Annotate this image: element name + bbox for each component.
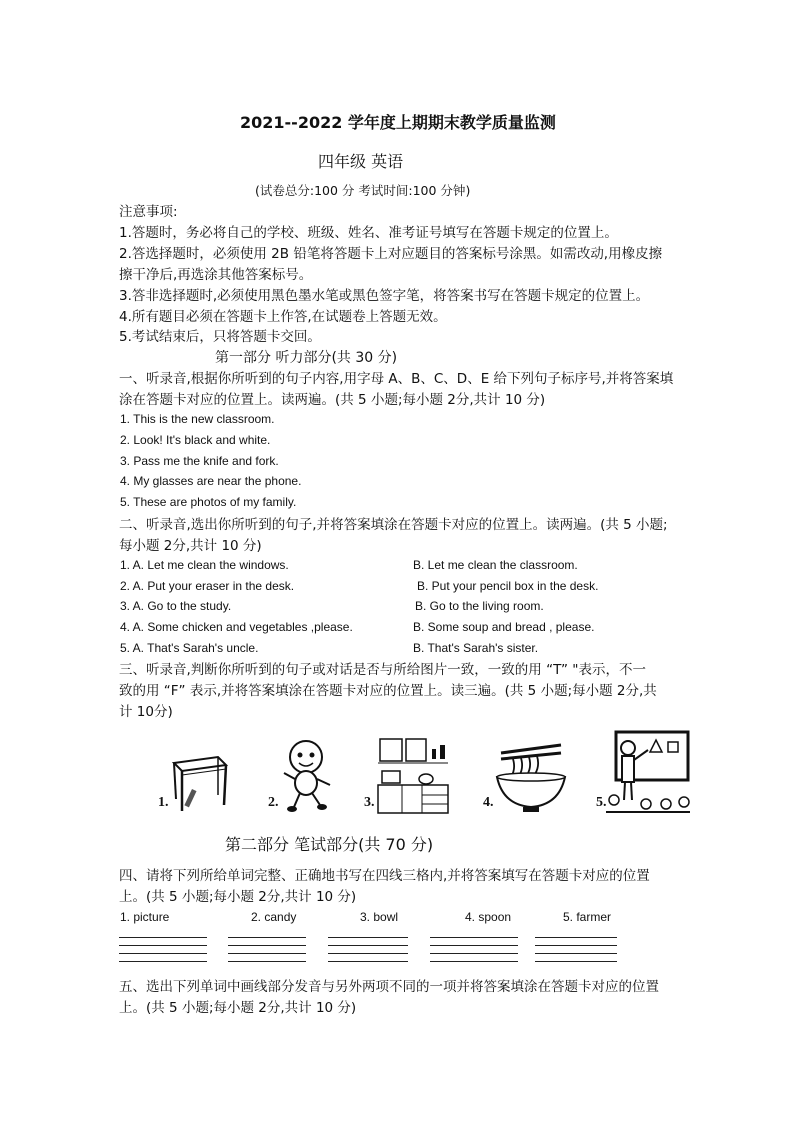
part2-title: 第二部分 笔试部分(共 70 分) bbox=[225, 835, 434, 854]
exam-title: 2021--2022 学年度上期期末教学质量监测 bbox=[240, 113, 556, 132]
s5-instruction: 上。(共 5 小题;每小题 2分,共计 10 分) bbox=[119, 1000, 357, 1016]
picture-number: 1. bbox=[158, 795, 169, 810]
s2-option-b: B. Put your pencil box in the desk. bbox=[417, 579, 599, 593]
s2-option-a: 3. A. Go to the study. bbox=[120, 599, 232, 613]
notice-heading: 注意事项: bbox=[119, 204, 178, 220]
picture-number: 4. bbox=[483, 795, 494, 810]
notice-item: 5.考试结束后，只将答题卡交回。 bbox=[119, 329, 321, 345]
s4-instruction: 四、请将下列所给单词完整、正确地书写在四线三格内,并将答案填写在答题卡对应的位置 bbox=[119, 868, 650, 884]
word-item: 1. picture bbox=[120, 910, 170, 924]
s2-option-a: 2. A. Put your eraser in the desk. bbox=[120, 579, 295, 593]
part1-title: 第一部分 听力部分(共 30 分) bbox=[215, 350, 398, 366]
notice-item: 擦干净后,再选涂其他答案标号。 bbox=[119, 267, 313, 283]
s2-option-a: 1. A. Let me clean the windows. bbox=[120, 558, 289, 572]
table-icon bbox=[168, 735, 228, 815]
s2-instruction: 二、听录音,选出你所听到的句子,并将答案填涂在答题卡对应的位置上。读两遍。(共 5 小题; bbox=[119, 517, 668, 533]
notice-item: 2.答选择题时，必须使用 2B 铅笔将答题卡上对应题目的答案标号涂黑。如需改动,用橡皮擦 bbox=[119, 246, 663, 262]
s1-item: 5. These are photos of my family. bbox=[120, 495, 297, 509]
cartoon-baby-icon bbox=[280, 735, 335, 815]
s1-instruction: 涂在答题卡对应的位置上。读两遍。(共 5 小题;每小题 2分,共计 10 分) bbox=[119, 392, 546, 408]
s1-item: 1. This is the new classroom. bbox=[120, 412, 275, 426]
s2-option-b: B. That's Sarah's sister. bbox=[413, 641, 539, 655]
s5-instruction: 五、选出下列单词中画线部分发音与另外两项不同的一项并将答案填涂在答题卡对应的位置 bbox=[119, 979, 659, 995]
notice-item: 1.答题时，务必将自己的学校、班级、姓名、准考证号填写在答题卡规定的位置上。 bbox=[119, 225, 618, 241]
four-line-grid[interactable] bbox=[228, 937, 306, 969]
s2-instruction: 每小题 2分,共计 10 分) bbox=[119, 538, 262, 554]
s1-item: 3. Pass me the knife and fork. bbox=[120, 454, 279, 468]
four-line-grid[interactable] bbox=[535, 937, 617, 969]
word-item: 4. spoon bbox=[465, 910, 512, 924]
picture-number: 5. bbox=[596, 795, 607, 810]
s1-instruction: 一、听录音,根据你所听到的句子内容,用字母 A、B、C、D、E 给下列句子标序号,并将答案填 bbox=[119, 371, 674, 387]
word-item: 3. bowl bbox=[360, 910, 399, 924]
word-item: 5. farmer bbox=[563, 910, 612, 924]
four-line-grid[interactable] bbox=[430, 937, 518, 969]
s2-option-b: B. Go to the living room. bbox=[415, 599, 544, 613]
noodle-bowl-icon bbox=[495, 735, 567, 815]
exam-info: (试卷总分:100 分 考试时间:100 分钟) bbox=[255, 183, 471, 198]
notice-item: 4.所有题目必须在答题卡上作答,在试题卷上答题无效。 bbox=[119, 309, 447, 325]
s2-option-a: 4. A. Some chicken and vegetables ,please. bbox=[120, 620, 353, 634]
four-line-grid[interactable] bbox=[328, 937, 408, 969]
s3-instruction: 三、听录音,判断你所听到的句子或对话是否与所给图片一致，一致的用 “T” "表示，不一 bbox=[119, 662, 647, 678]
picture-number: 3. bbox=[364, 795, 375, 810]
s2-option-b: B. Let me clean the classroom. bbox=[413, 558, 578, 572]
picture-number: 2. bbox=[268, 795, 279, 810]
word-item: 2. candy bbox=[251, 910, 297, 924]
s3-instruction: 致的用 “F” 表示,并将答案填涂在答题卡对应的位置上。读三遍。(共 5 小题;每小题 2分,共 bbox=[119, 683, 657, 699]
s2-option-b: B. Some soup and bread , please. bbox=[413, 620, 595, 634]
notice-item: 3.答非选择题时,必须使用黑色墨水笔或黑色签字笔，将答案书写在答题卡规定的位置上。 bbox=[119, 288, 650, 304]
s1-item: 4. My glasses are near the phone. bbox=[120, 474, 302, 488]
s3-instruction: 计 10分) bbox=[119, 704, 173, 720]
s4-instruction: 上。(共 5 小题;每小题 2分,共计 10 分) bbox=[119, 889, 357, 905]
teacher-blackboard-icon bbox=[604, 728, 692, 818]
s2-option-a: 5. A. That's Sarah's uncle. bbox=[120, 641, 259, 655]
kitchen-icon bbox=[376, 735, 451, 815]
four-line-grid[interactable] bbox=[119, 937, 207, 969]
s1-item: 2. Look! It's black and white. bbox=[120, 433, 271, 447]
exam-subject: 四年级 英语 bbox=[318, 152, 404, 171]
